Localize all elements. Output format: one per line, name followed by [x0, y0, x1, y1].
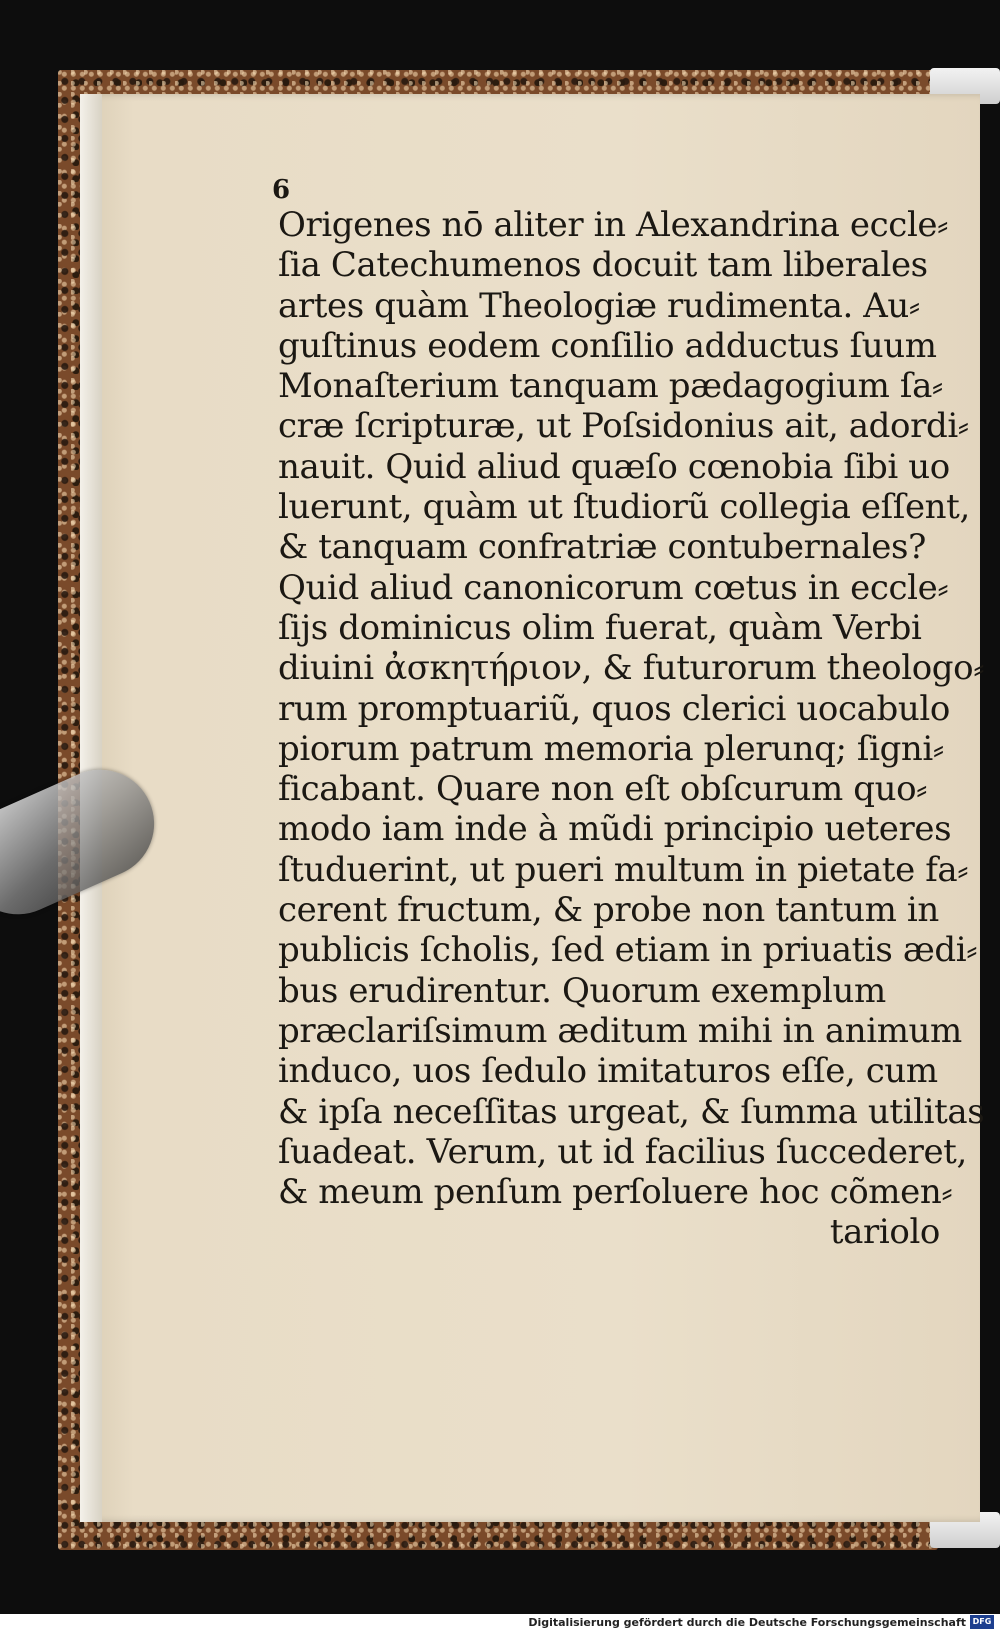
text-line: publicis ſcholis, ſed etiam in priuatis ædi⸗ — [278, 930, 978, 971]
text-line: ſuadeat. Verum, ut id facilius ſuccederet, — [278, 1131, 967, 1172]
funding-credit: Digitalisierung gefördert durch die Deutsche Forschungsgemeinschaft — [528, 1616, 966, 1629]
text-line: artes quàm Theologiæ rudimenta. Au⸗ — [278, 285, 920, 326]
text-line: ſijs dominicus olim fuerat, quàm Verbi — [278, 607, 922, 648]
text-line: ſia Catechumenos docuit tam liberales — [278, 245, 928, 286]
text-line: & ipſa neceſſitas urgeat, & ſumma utilitas — [278, 1091, 985, 1132]
text-line: & meum penſum perſoluere hoc cõmen⸗ — [278, 1172, 953, 1213]
text-line: præclariſsimum æditum mihi in animum — [278, 1010, 962, 1051]
page-number: 6 — [272, 175, 291, 205]
text-line: induco, uos ſedulo imitaturos eſſe, cum — [278, 1051, 938, 1092]
dfg-logo-icon: DFG — [970, 1615, 994, 1629]
text-lines — [278, 205, 985, 1253]
text-line: & tanquam confratriæ contubernales? — [278, 527, 926, 568]
text-line: diuini ἀσκητήριον, & futurorum theologo⸗ — [278, 648, 985, 689]
text-line: piorum patrum memoria plerunq; ſigni⸗ — [278, 728, 944, 769]
text-line: ficabant. Quare non eſt obſcurum quo⸗ — [278, 769, 928, 810]
text-line: cræ ſcripturæ, ut Poſsidonius ait, adordi⸗ — [278, 406, 969, 447]
text-line: cerent fructum, & probe non tantum in — [278, 890, 939, 931]
text-line: bus erudirentur. Quorum exemplum — [278, 970, 886, 1011]
text-line: luerunt, quàm ut ſtudiorũ collegia eſſent, — [278, 487, 970, 528]
page-text-block — [272, 175, 985, 1253]
text-line: Quid aliud canonicorum cœtus in eccle⸗ — [278, 567, 949, 608]
text-line: rum promptuariũ, quos clerici uocabulo — [278, 688, 950, 729]
text-line: ſtuduerint, ut pueri multum in pietate fa⸗ — [278, 849, 969, 890]
text-line: modo iam inde à mũdi principio ueteres — [278, 809, 952, 850]
text-line: guſtinus eodem conſilio adductus ſuum — [278, 325, 937, 366]
text-line: nauit. Quid aliud quæſo cœnobia ſibi uo — [278, 446, 950, 487]
text-line: Origenes nō aliter in Alexandrina eccle⸗ — [278, 205, 949, 245]
text-line: Monaſterium tanquam pædagogium ſa⸗ — [278, 366, 943, 407]
text-line: tariolo — [829, 1212, 940, 1253]
